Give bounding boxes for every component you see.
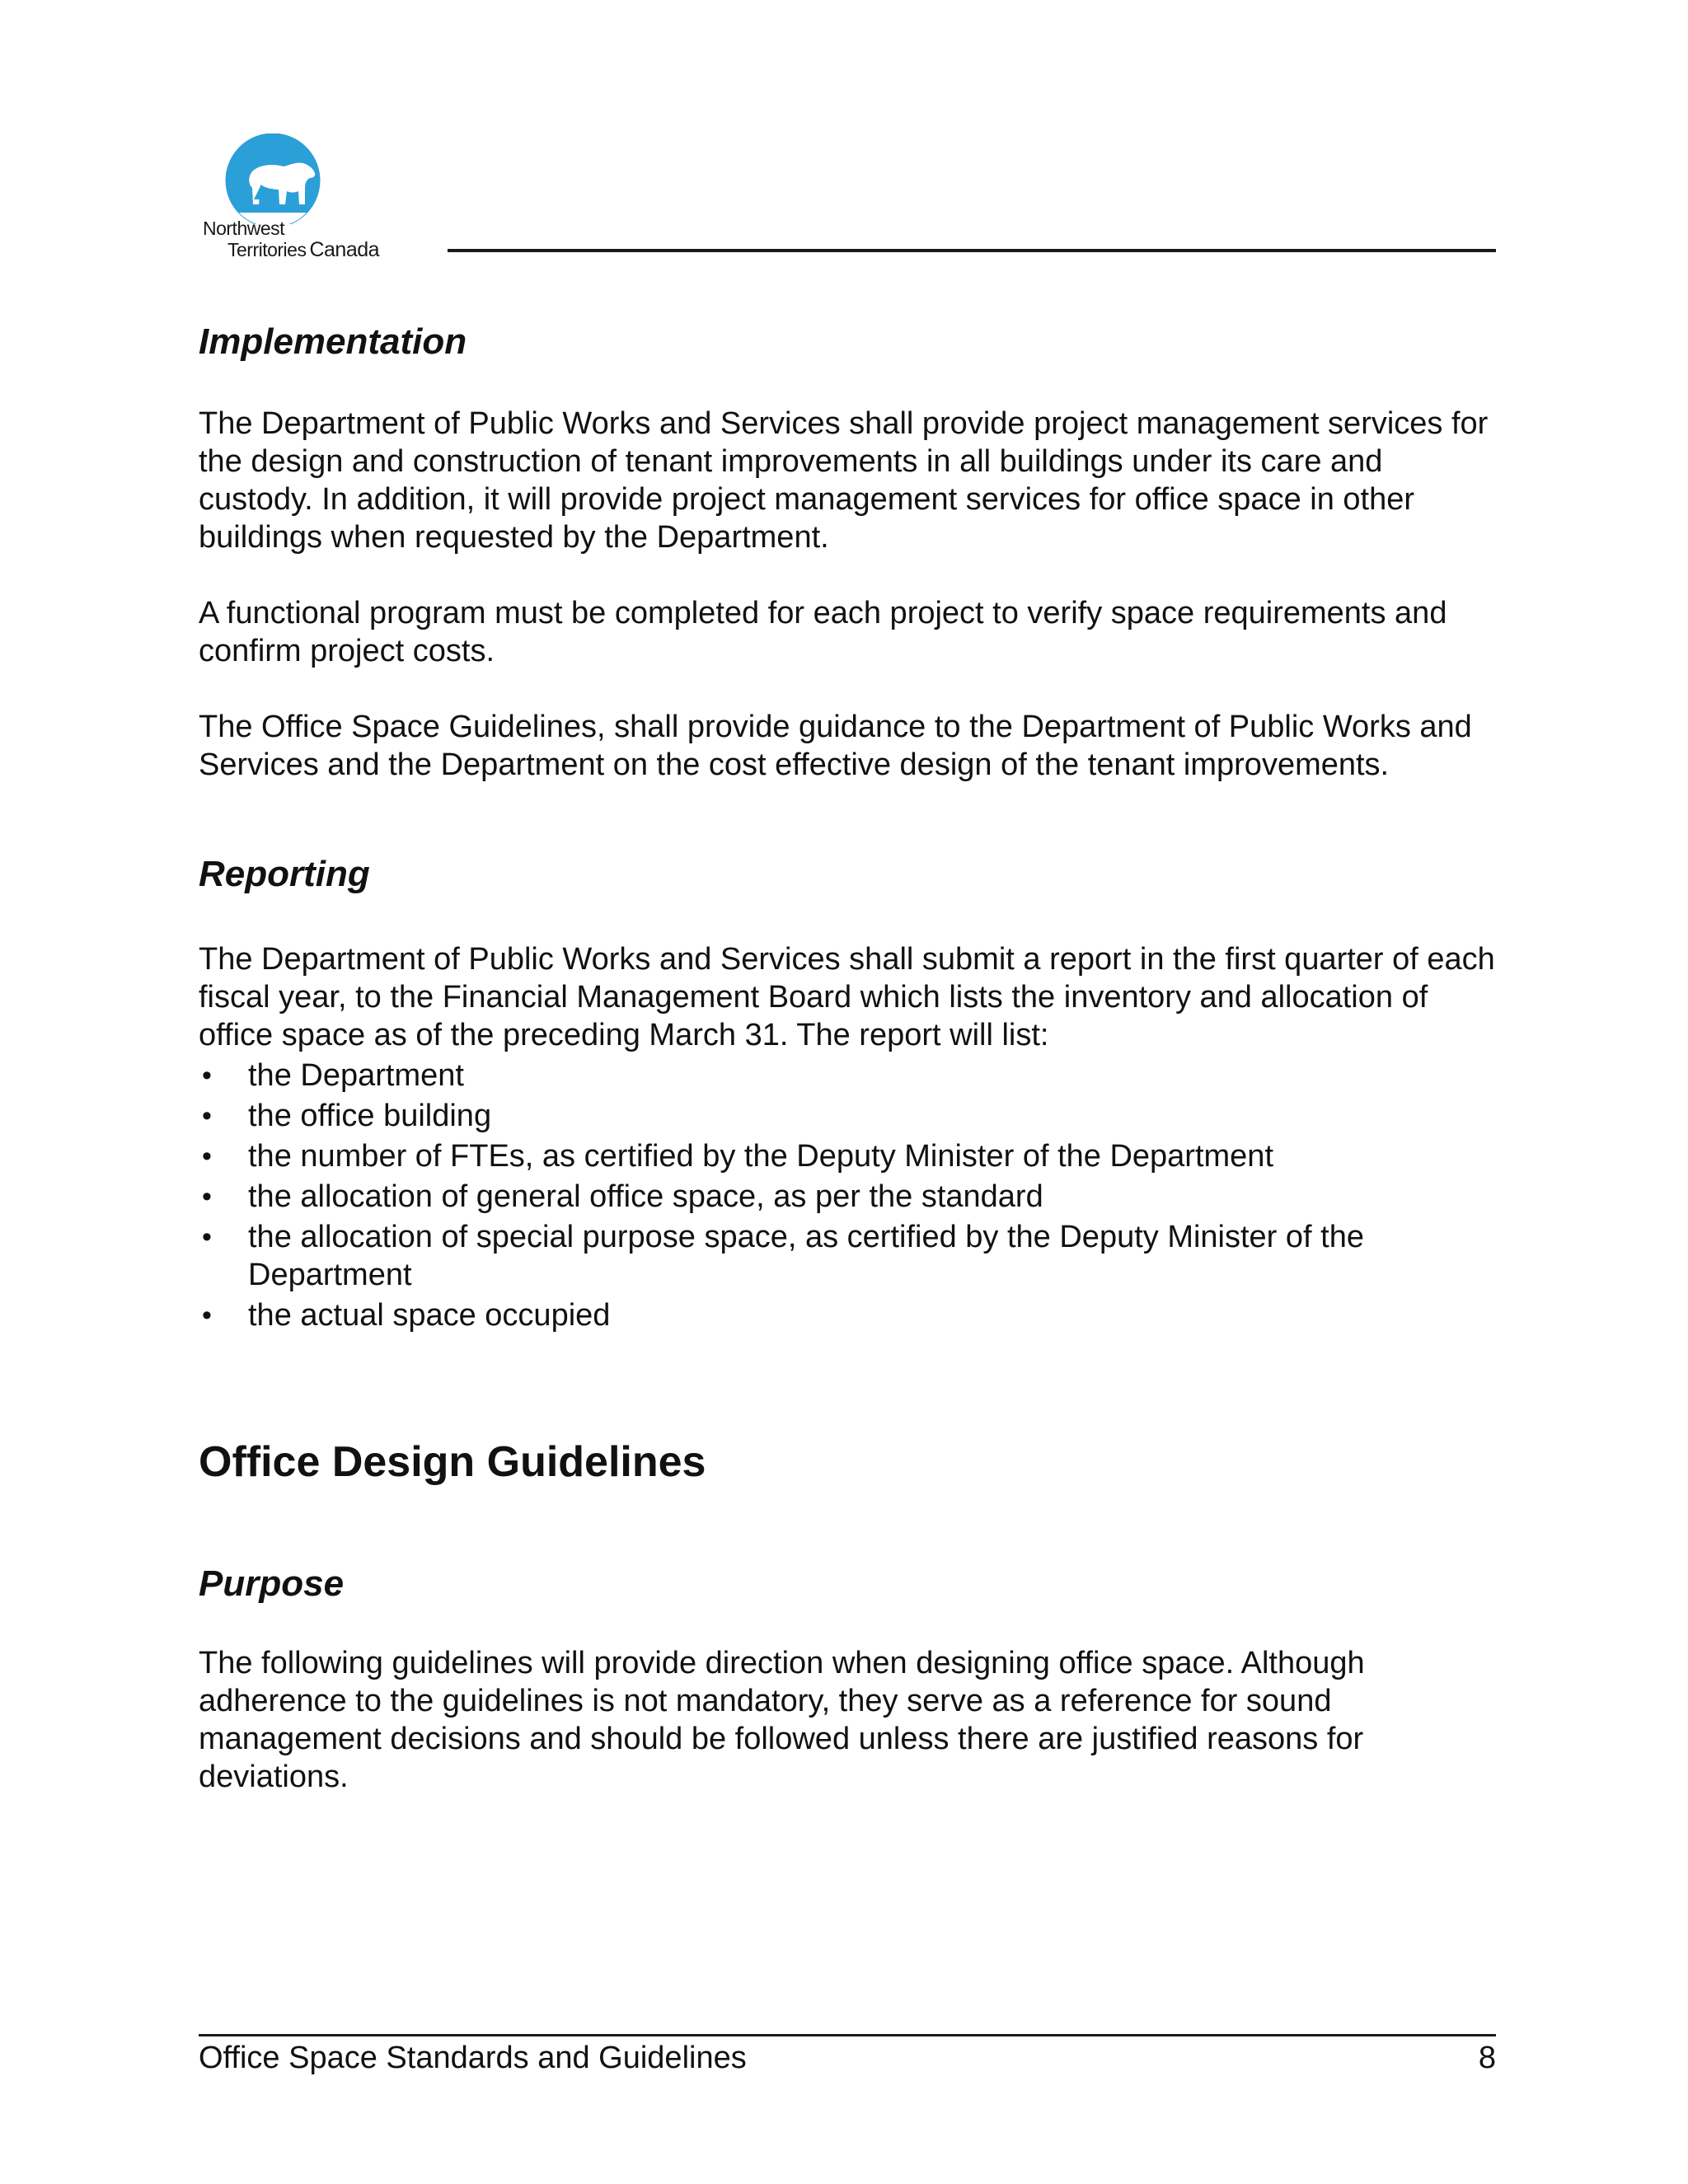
implementation-paragraph-2: A functional program must be completed for each project to verify space requirements and confirm project costs. — [199, 596, 1447, 668]
list-item — [199, 1218, 1501, 1294]
logo-text-territories-word: Territories — [227, 239, 307, 260]
list-item-text: the actual space occupied — [248, 1298, 611, 1333]
list-item-text: the allocation of general office space, as per the standard — [248, 1179, 1043, 1214]
implementation-paragraph-1: The Department of Public Works and Services shall provide project management services for the design and construction of tenant improvements in all buildings under its care and custody. In addition, it will provide project management services for office space in other buildings when requested by the Department. — [199, 406, 1489, 555]
heading-implementation: Implementation — [199, 321, 467, 362]
footer-title: Office Space Standards and Guidelines — [199, 2041, 747, 2075]
bullet-icon: • — [202, 1221, 212, 1253]
logo-text-territories — [227, 238, 379, 262]
bullet-icon: • — [202, 1300, 212, 1331]
list-item — [199, 1137, 1501, 1175]
list-item — [199, 1296, 1501, 1334]
bullet-icon: • — [202, 1060, 212, 1091]
list-item-text: the number of FTEs, as certified by the Deputy Minister of the Department — [248, 1139, 1273, 1174]
implementation-paragraph-3: The Office Space Guidelines, shall provide guidance to the Department of Public Works and Services and the Department on the cost effective design of the tenant improvements. — [199, 710, 1472, 782]
document-body — [199, 317, 1501, 1796]
page-number: 8 — [1478, 2041, 1496, 2075]
nwt-logo — [198, 130, 437, 262]
purpose-paragraph: The following guidelines will provide direction when designing office space. Although adherence to the guidelines is not mandatory, they serve as a reference for sound management decisions and should be followed unless there are justified reasons for deviations. — [199, 1646, 1365, 1794]
list-item — [199, 1057, 1501, 1094]
heading-office-design-guidelines: Office Design Guidelines — [199, 1438, 706, 1486]
list-item-text: the office building — [248, 1099, 492, 1133]
reporting-intro: The Department of Public Works and Services shall submit a report in the first quarter of each fiscal year, to the Financial Management Board which lists the inventory and allocation of office space as of the preceding March 31. The report will list: — [199, 942, 1495, 1052]
bullet-icon: • — [202, 1100, 212, 1132]
header-rule — [448, 249, 1496, 252]
logo-text-canada: Canada — [309, 238, 380, 261]
polar-bear-icon — [223, 134, 323, 224]
footer-rule — [199, 2034, 1496, 2036]
heading-reporting: Reporting — [199, 854, 370, 894]
logo-text-northwest: Northwest — [203, 218, 285, 239]
list-item — [199, 1178, 1501, 1216]
list-item — [199, 1097, 1501, 1135]
bullet-icon: • — [202, 1141, 212, 1172]
reporting-list — [199, 1057, 1501, 1334]
list-item-text: the allocation of special purpose space, as certified by the Deputy Minister of the Department — [248, 1220, 1364, 1292]
bullet-icon: • — [202, 1181, 212, 1212]
heading-purpose: Purpose — [199, 1563, 345, 1604]
list-item-text: the Department — [248, 1058, 464, 1093]
